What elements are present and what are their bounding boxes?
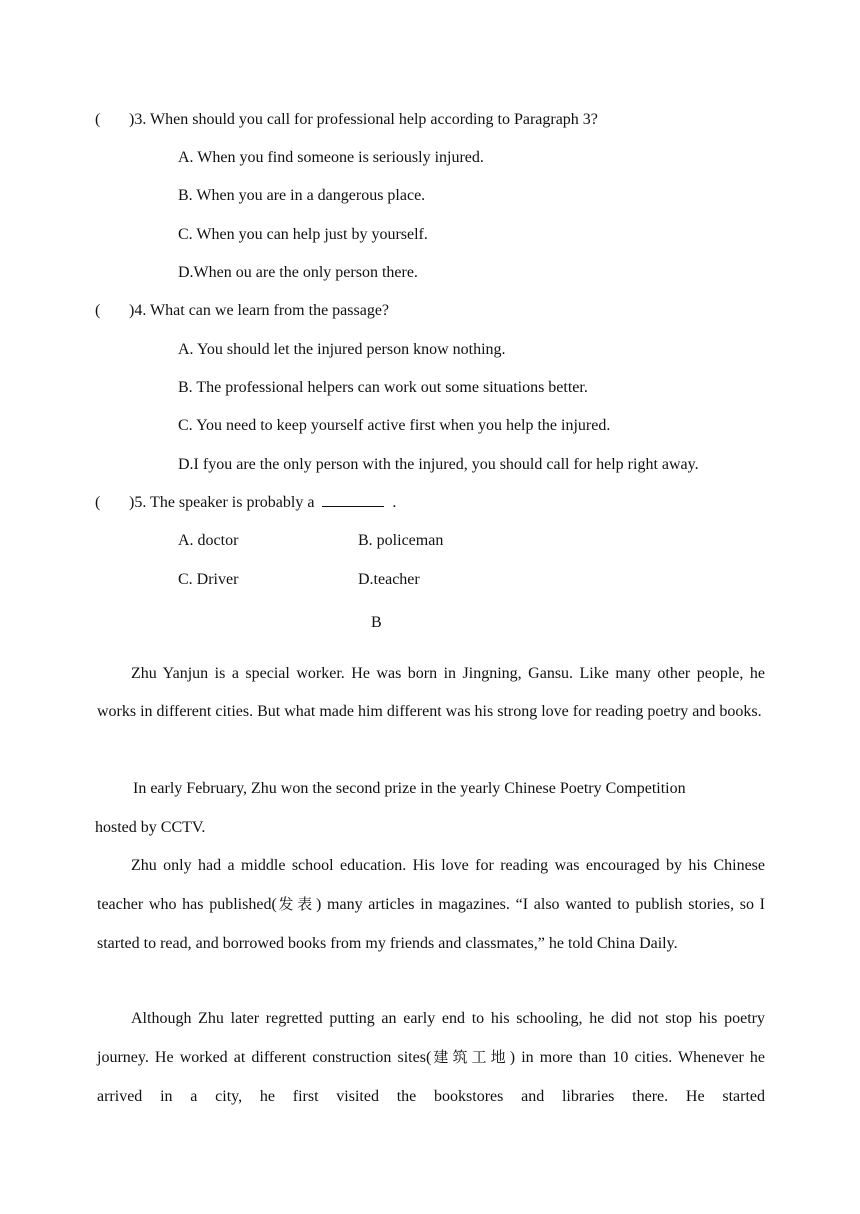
answer-paren: ( [95,302,101,319]
question-text: )5. The speaker is probably a [129,494,315,511]
passage-paragraph-2-line-1: In early February, Zhu won the second prize in the yearly Chinese Poetry Competition [133,780,686,797]
question-4-option-d: D.I fyou are the only person with the injured, you should call for help right away. [178,456,699,473]
paragraph-text: Although Zhu later regretted putting an early end to his schooling, he did not stop his poetry journey. He worked at different construction sites( [97,1010,765,1067]
passage-paragraph-4 [97,1000,765,1116]
question-5-option-c: C. Driver [178,571,239,588]
question-3-option-d: D.When ou are the only person there. [178,264,418,281]
passage-paragraph-2-line-2: hosted by CCTV. [95,819,206,836]
question-5-stem [95,492,396,514]
answer-paren: ( [95,111,101,128]
paragraph-text: ) in more than 10 cities. Whenever he arrived in a city, he first visited the bookstores and libraries there. He started [97,1049,765,1105]
question-5-option-b: B. policeman [358,532,444,549]
question-3-stem [95,109,598,131]
passage-paragraph-1 [97,655,765,732]
question-3-option-a: A. When you find someone is seriously injured. [178,149,484,166]
question-text: )3. When should you call for professional help according to Paragraph 3? [129,111,598,128]
paragraph-text: Zhu only had a middle school education. His love for reading was encouraged by his Chinese teacher who has published( [97,857,765,914]
chinese-gloss: 发表 [276,895,316,914]
question-3-option-c: C. When you can help just by yourself. [178,226,428,243]
answer-blank [322,492,384,507]
paragraph-text: ) many articles in magazines. “I also wanted to publish stories, so I started to read, and borrowed books from my friends and classmates,” he told China Daily. [97,896,765,952]
question-text: )4. What can we learn from the passage? [129,302,390,319]
question-5-option-a: A. doctor [178,532,239,549]
paragraph-text: Zhu Yanjun is a special worker. He was born in Jingning, Gansu. Like many other people, he works in different cities. But what made him different was his strong love for reading poetry and books. [97,665,765,721]
section-heading: B [371,614,382,631]
question-text-end: . [392,494,397,511]
question-4-stem [95,300,389,322]
chinese-gloss: 建筑工地 [431,1048,510,1067]
question-4-option-b: B. The professional helpers can work out some situations better. [178,379,588,396]
question-5-option-d: D.teacher [358,571,420,588]
question-3-option-b: B. When you are in a dangerous place. [178,187,426,204]
question-4-option-c: C. You need to keep yourself active first when you help the injured. [178,417,611,434]
passage-paragraph-3 [97,847,765,963]
question-4-option-a: A. You should let the injured person know nothing. [178,341,506,358]
answer-paren: ( [95,494,101,511]
